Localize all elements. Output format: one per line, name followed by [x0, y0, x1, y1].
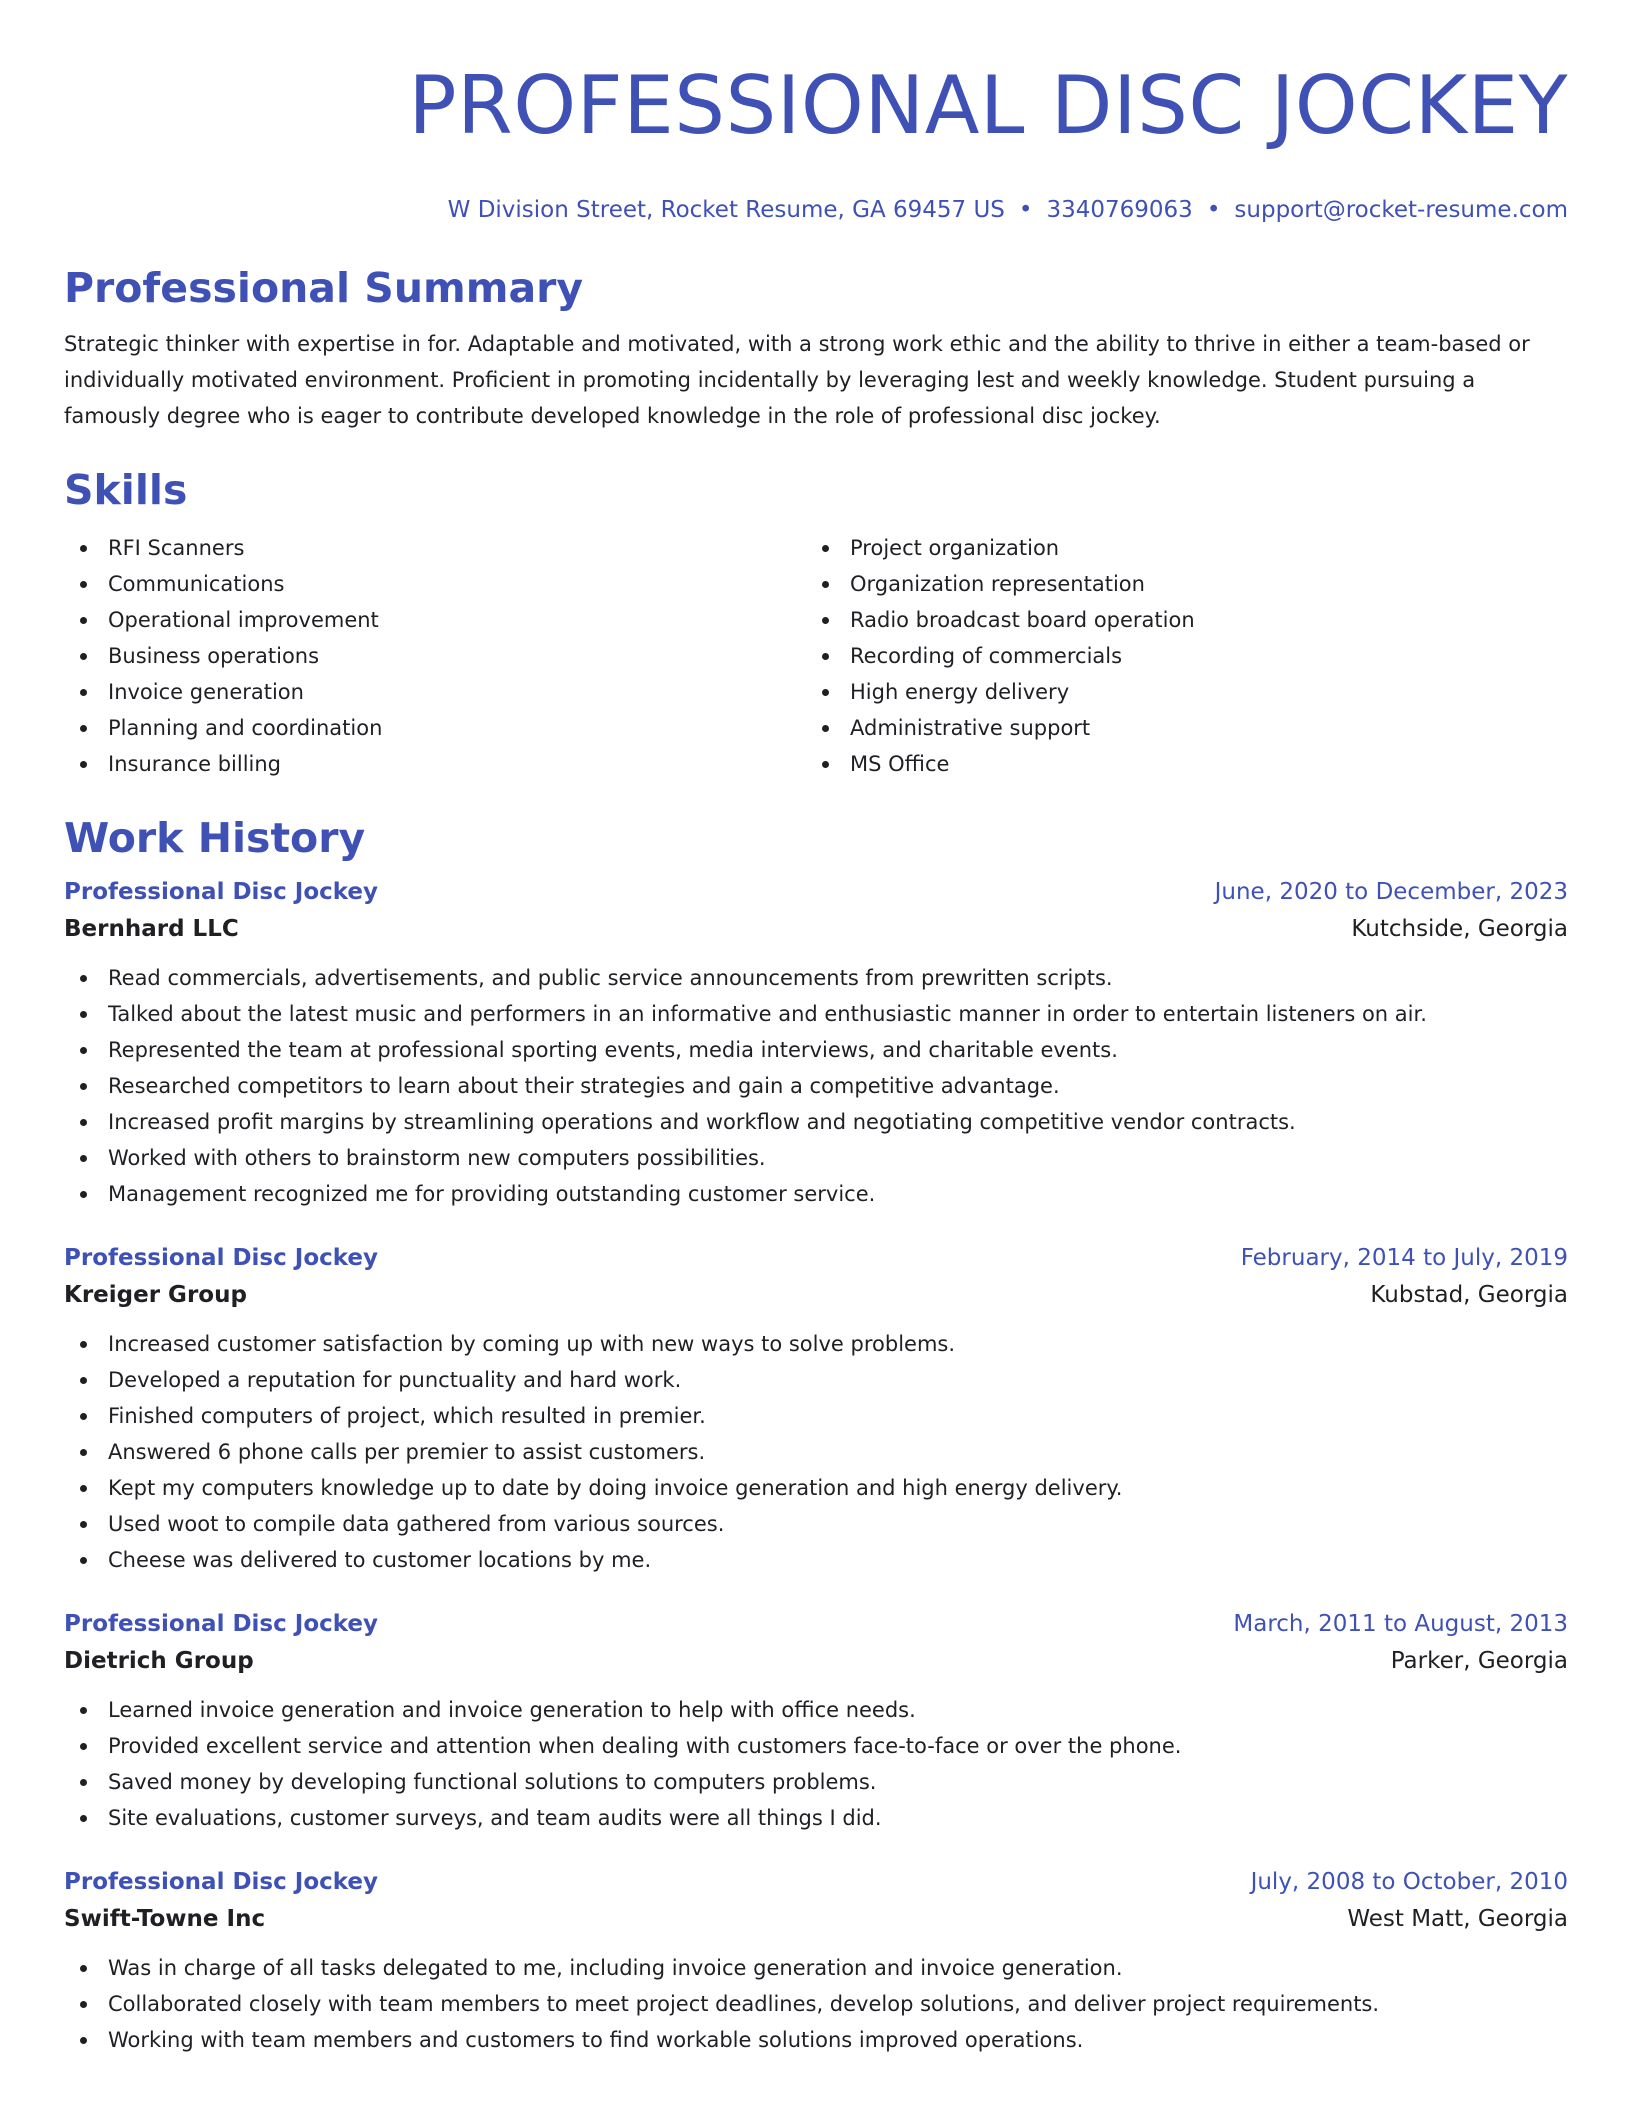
skill-item: Project organization: [806, 530, 1568, 566]
resume-page: [64, 0, 1568, 2058]
contact-separator: •: [1018, 197, 1033, 223]
job-company: Bernhard LLC: [64, 916, 239, 942]
job-duty: Saved money by developing functional solutions to computers problems.: [64, 1764, 1568, 1800]
job-company: Swift-Towne Inc: [64, 1906, 266, 1932]
job-location: West Matt, Georgia: [1347, 1906, 1568, 1932]
section-title-work-history: Work History: [64, 814, 366, 862]
job-dates: February, 2014 to July, 2019: [1240, 1245, 1568, 1271]
job-entry: [64, 1606, 1568, 1836]
section-title-skills: Skills: [64, 466, 188, 514]
job-subheader: [64, 1642, 1568, 1680]
skill-item: Operational improvement: [64, 602, 806, 638]
job-header: [64, 1240, 1568, 1276]
job-duty: Working with team members and customers to find workable solutions improved operations.: [64, 2022, 1568, 2058]
resume-name: PROFESSIONAL DISC JOCKEY: [408, 59, 1568, 152]
skill-item: Recording of commercials: [806, 638, 1568, 674]
contact-phone: 3340769063: [1046, 197, 1193, 223]
job-title: Professional Disc Jockey: [64, 1611, 379, 1637]
section-title-summary: Professional Summary: [64, 264, 584, 312]
job-dates: March, 2011 to August, 2013: [1233, 1611, 1568, 1637]
job-dates: July, 2008 to October, 2010: [1250, 1869, 1568, 1895]
skills-list: [64, 530, 1568, 782]
job-entry: [64, 1864, 1568, 2058]
job-entry: [64, 874, 1568, 1212]
job-location: Kubstad, Georgia: [1370, 1282, 1568, 1308]
job-title: Professional Disc Jockey: [64, 1245, 379, 1271]
job-subheader: [64, 910, 1568, 948]
job-duty: Used woot to compile data gathered from various sources.: [64, 1506, 1568, 1542]
skill-item: High energy delivery: [806, 674, 1568, 710]
contact-email: support@rocket-resume.com: [1234, 197, 1568, 223]
job-duty: Management recognized me for providing outstanding customer service.: [64, 1176, 1568, 1212]
job-company: Dietrich Group: [64, 1648, 254, 1674]
job-company: Kreiger Group: [64, 1282, 247, 1308]
job-duty: Worked with others to brainstorm new computers possibilities.: [64, 1140, 1568, 1176]
job-duty: Increased customer satisfaction by coming up with new ways to solve problems.: [64, 1326, 1568, 1362]
job-duty: Researched competitors to learn about their strategies and gain a competitive advantage.: [64, 1068, 1568, 1104]
skill-item: Administrative support: [806, 710, 1568, 746]
skill-item: Radio broadcast board operation: [806, 602, 1568, 638]
skill-item: Planning and coordination: [64, 710, 806, 746]
job-dates: June, 2020 to December, 2023: [1214, 879, 1568, 905]
job-duty: Finished computers of project, which resulted in premier.: [64, 1398, 1568, 1434]
job-duty: Provided excellent service and attention when dealing with customers face-to-face or over the phone.: [64, 1728, 1568, 1764]
job-header: [64, 1606, 1568, 1642]
contact-separator: •: [1206, 197, 1221, 223]
skill-item: Organization representation: [806, 566, 1568, 602]
skill-item: MS Office: [806, 746, 1568, 782]
job-duties: [64, 1692, 1568, 1836]
job-duty: Talked about the latest music and performers in an informative and enthusiastic manner in order to entertain listeners on air.: [64, 996, 1568, 1032]
job-duty: Increased profit margins by streamlining operations and workflow and negotiating competitive vendor contracts.: [64, 1104, 1568, 1140]
summary-text: Strategic thinker with expertise in for. Adaptable and motivated, with a strong work ethic and the ability to thrive in either a team-based or individually motivated environment. Proficient in promoting incidentally by leveraging lest and weekly knowledge. Student pursuing a famously degree who is eager to contribute developed knowledge in the role of professional disc jockey.: [64, 332, 1530, 428]
job-duty: Kept my computers knowledge up to date by doing invoice generation and high energy delivery.: [64, 1470, 1568, 1506]
job-header: [64, 1864, 1568, 1900]
job-duty: Developed a reputation for punctuality and hard work.: [64, 1362, 1568, 1398]
job-duty: Collaborated closely with team members to meet project deadlines, develop solutions, and deliver project requirements.: [64, 1986, 1568, 2022]
job-duty: Represented the team at professional sporting events, media interviews, and charitable events.: [64, 1032, 1568, 1068]
skill-item: Invoice generation: [64, 674, 806, 710]
contact-line: [64, 194, 1568, 226]
skill-item: RFI Scanners: [64, 530, 806, 566]
skill-item: Business operations: [64, 638, 806, 674]
skill-item: Insurance billing: [64, 746, 806, 782]
job-title: Professional Disc Jockey: [64, 1869, 379, 1895]
job-header: [64, 874, 1568, 910]
job-subheader: [64, 1276, 1568, 1314]
skills-column-left: [64, 530, 806, 782]
skill-item: Communications: [64, 566, 806, 602]
job-duty: Site evaluations, customer surveys, and team audits were all things I did.: [64, 1800, 1568, 1836]
job-duty: Cheese was delivered to customer locations by me.: [64, 1542, 1568, 1578]
job-duties: [64, 1950, 1568, 2058]
job-entry: [64, 1240, 1568, 1578]
job-duties: [64, 960, 1568, 1212]
job-duty: Was in charge of all tasks delegated to me, including invoice generation and invoice generation.: [64, 1950, 1568, 1986]
job-title: Professional Disc Jockey: [64, 879, 379, 905]
job-duty: Learned invoice generation and invoice generation to help with office needs.: [64, 1692, 1568, 1728]
skills-column-right: [806, 530, 1568, 782]
job-location: Parker, Georgia: [1390, 1648, 1568, 1674]
job-location: Kutchside, Georgia: [1351, 916, 1568, 942]
contact-address: W Division Street, Rocket Resume, GA 69457 US: [447, 197, 1005, 223]
job-duty: Read commercials, advertisements, and public service announcements from prewritten scripts.: [64, 960, 1568, 996]
job-duties: [64, 1326, 1568, 1578]
job-duty: Answered 6 phone calls per premier to assist customers.: [64, 1434, 1568, 1470]
job-subheader: [64, 1900, 1568, 1938]
